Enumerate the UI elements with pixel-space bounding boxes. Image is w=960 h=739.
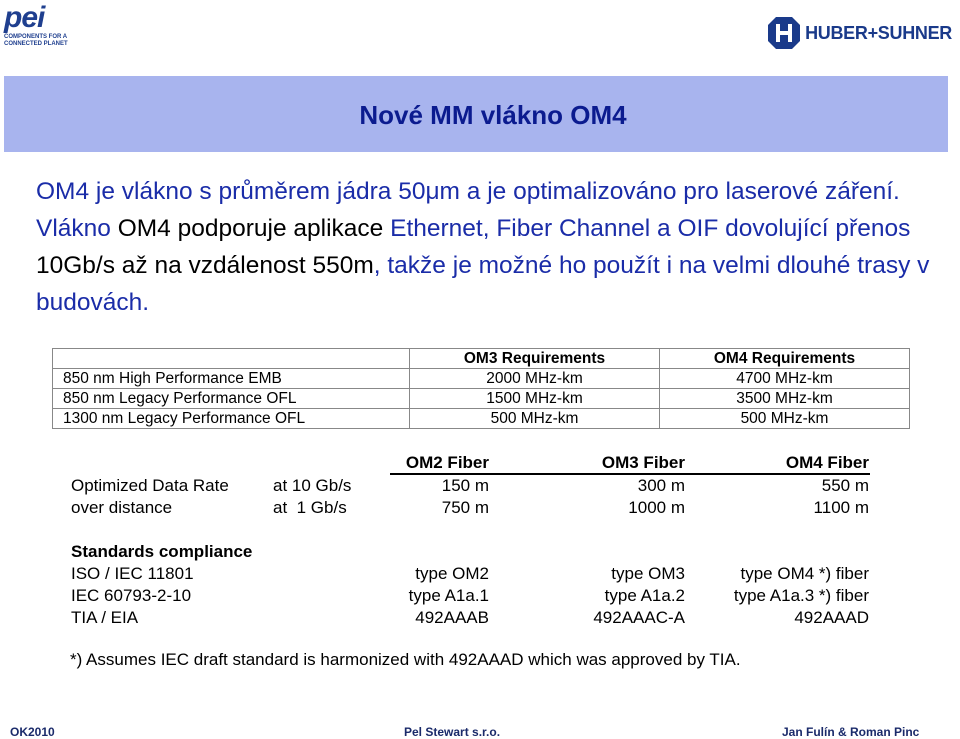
pei-logo-tagline: COMPONENTS FOR A CONNECTED PLANET <box>4 34 68 47</box>
table-row <box>70 563 870 585</box>
fiber-header-om3: OM3 Fiber <box>601 453 685 472</box>
om3-value: 300 m <box>637 476 685 495</box>
table-row <box>53 369 910 389</box>
om3-value: 492AAAC-A <box>593 608 685 627</box>
table-row <box>70 475 870 497</box>
requirements-header-cell <box>53 349 410 369</box>
om4-value: type OM4 *) fiber <box>740 564 869 583</box>
requirements-table <box>52 348 910 430</box>
table-cell: 2000 MHz-km <box>410 369 660 389</box>
pei-logo <box>4 1 84 60</box>
table-cell: 3500 MHz-km <box>660 389 910 409</box>
om2-value: 150 m <box>441 476 489 495</box>
footer-left: OK2010 <box>10 725 55 739</box>
om2-value: type A1a.1 <box>408 586 489 605</box>
om4-value: 1100 m <box>813 498 869 517</box>
om4-value: 492AAAD <box>794 608 869 627</box>
slide-title: Nové MM vlákno OM4 <box>359 100 627 130</box>
om2-value: 492AAAB <box>415 608 489 627</box>
intro-text-2: Ethernet, Fiber Channel a OIF dovolující přenos <box>383 215 911 242</box>
fiber-header-row <box>70 452 870 474</box>
requirements-header-cell: OM4 Requirements <box>660 349 910 369</box>
fiber-header-om2: OM2 Fiber <box>405 453 489 472</box>
row-label: over distance <box>71 498 173 517</box>
om4-value: type A1a.3 *) fiber <box>733 586 869 605</box>
om2-value: type OM2 <box>415 564 489 583</box>
table-cell: 500 MHz-km <box>660 409 910 429</box>
table-row <box>70 497 870 519</box>
row-condition: at 10 Gb/s <box>273 476 352 495</box>
intro-highlight-1: OM4 podporuje aplikace <box>117 215 384 242</box>
table-cell: 1500 MHz-km <box>410 389 660 409</box>
intro-text-1: OM4 je vlákno s průměrem jádra 50μm a je optimalizováno pro laserové záření. Vlákno <box>36 178 900 242</box>
title-banner <box>4 76 948 152</box>
row-label: ISO / IEC 11801 <box>71 564 194 583</box>
table-row <box>53 409 910 429</box>
table-cell: 1300 nm Legacy Performance OFL <box>53 409 410 429</box>
table-row <box>70 607 870 629</box>
intro-highlight-2: 10Gb/s až na vzdálenost 550m <box>36 252 374 279</box>
om3-value: type OM3 <box>611 564 685 583</box>
om3-value: type A1a.2 <box>604 586 685 605</box>
fiber-header-om4: OM4 Fiber <box>785 453 869 472</box>
footer-right: Jan Fulín & Roman Pinc <box>782 725 920 739</box>
table-cell: 500 MHz-km <box>410 409 660 429</box>
requirements-header-cell: OM3 Requirements <box>410 349 660 369</box>
om4-value: 550 m <box>821 476 869 495</box>
row-label: IEC 60793-2-10 <box>71 586 192 605</box>
requirements-header-row <box>53 349 910 369</box>
row-label: TIA / EIA <box>71 608 139 627</box>
standards-title: Standards compliance <box>71 542 253 561</box>
table-row <box>53 389 910 409</box>
table-cell: 4700 MHz-km <box>660 369 910 389</box>
row-label: Optimized Data Rate <box>71 476 229 495</box>
table-row <box>70 585 870 607</box>
huber-suhner-logo-text: HUBER+SUHNER <box>805 22 952 43</box>
standards-title-row <box>70 541 870 563</box>
pei-logo-text: pei <box>4 1 45 34</box>
om3-value: 1000 m <box>628 498 685 517</box>
huber-suhner-emblem-icon <box>767 16 801 50</box>
table-cell: 850 nm High Performance EMB <box>53 369 410 389</box>
intro-paragraph <box>36 173 936 321</box>
huber-suhner-logo <box>767 15 952 51</box>
footer-center: Pel Stewart s.r.o. <box>404 725 501 739</box>
intro-text-3: , takže je možné ho použít i na velmi dlouhé trasy v budovách. <box>36 252 930 316</box>
om2-value: 750 m <box>441 498 489 517</box>
footnote: *) Assumes IEC draft standard is harmonized with 492AAAD which was approved by TIA. <box>70 650 741 669</box>
table-cell: 850 nm Legacy Performance OFL <box>53 389 410 409</box>
row-condition: at 1 Gb/s <box>273 498 347 517</box>
